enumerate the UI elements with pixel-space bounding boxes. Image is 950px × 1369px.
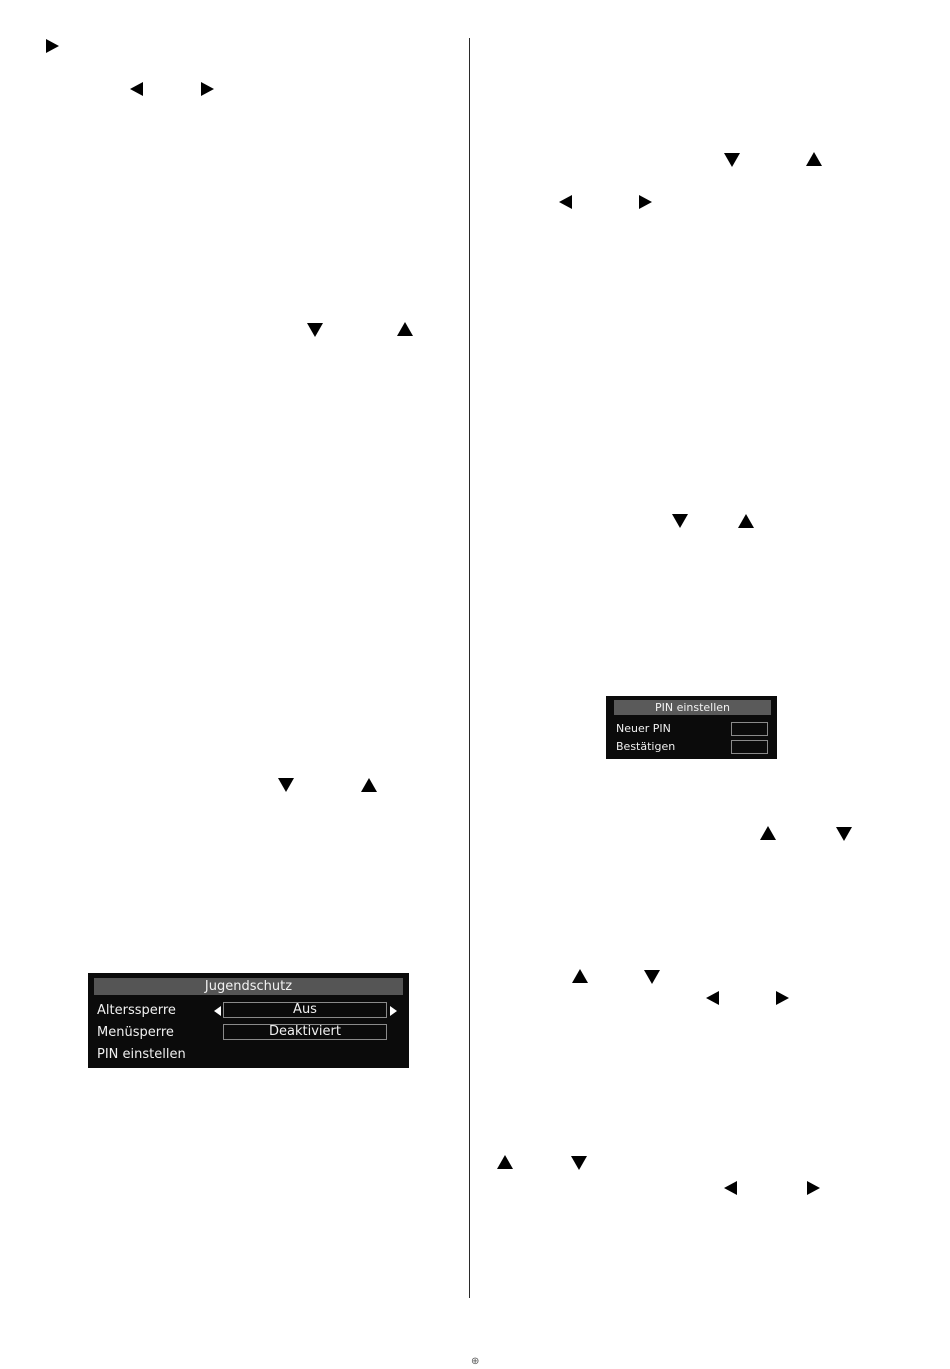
confirm-pin-label: Bestätigen xyxy=(616,740,676,753)
arrow-up-icon xyxy=(806,152,822,166)
arrow-up-icon xyxy=(361,778,377,792)
arrow-down-icon xyxy=(307,323,323,337)
arrow-up-icon xyxy=(572,969,588,983)
menu-lock-label: Menüsperre xyxy=(97,1025,174,1040)
arrow-right-icon xyxy=(46,39,59,53)
arrow-down-icon xyxy=(724,153,740,167)
column-divider xyxy=(469,38,470,1298)
new-pin-label: Neuer PIN xyxy=(616,722,671,735)
arrow-down-icon xyxy=(278,778,294,792)
arrow-up-icon xyxy=(397,322,413,336)
arrow-left-icon xyxy=(559,195,572,209)
arrow-right-icon xyxy=(201,82,214,96)
menu-lock-value[interactable]: Deaktiviert xyxy=(223,1024,387,1040)
arrow-down-icon xyxy=(571,1156,587,1170)
confirm-pin-field[interactable] xyxy=(731,740,768,754)
arrow-right-icon xyxy=(807,1181,820,1195)
arrow-up-icon xyxy=(760,826,776,840)
age-lock-value[interactable]: Aus xyxy=(223,1002,387,1018)
set-pin-item[interactable]: PIN einstellen xyxy=(97,1047,186,1062)
arrow-left-icon xyxy=(130,82,143,96)
age-lock-label: Alterssperre xyxy=(97,1003,176,1018)
arrow-up-icon xyxy=(738,514,754,528)
arrow-left-icon xyxy=(706,991,719,1005)
pin-menu-title: PIN einstellen xyxy=(614,700,771,715)
crop-mark-icon: ⊕ xyxy=(471,1356,480,1367)
arrow-down-icon xyxy=(644,970,660,984)
option-left-icon[interactable] xyxy=(214,1006,221,1016)
parental-control-menu xyxy=(88,973,409,1068)
arrow-right-icon xyxy=(776,991,789,1005)
arrow-left-icon xyxy=(724,1181,737,1195)
new-pin-field[interactable] xyxy=(731,722,768,736)
option-right-icon[interactable] xyxy=(390,1006,397,1016)
arrow-right-icon xyxy=(639,195,652,209)
arrow-down-icon xyxy=(672,514,688,528)
pin-settings-menu xyxy=(606,696,777,759)
parental-menu-title: Jugendschutz xyxy=(94,978,403,995)
arrow-up-icon xyxy=(497,1155,513,1169)
arrow-down-icon xyxy=(836,827,852,841)
